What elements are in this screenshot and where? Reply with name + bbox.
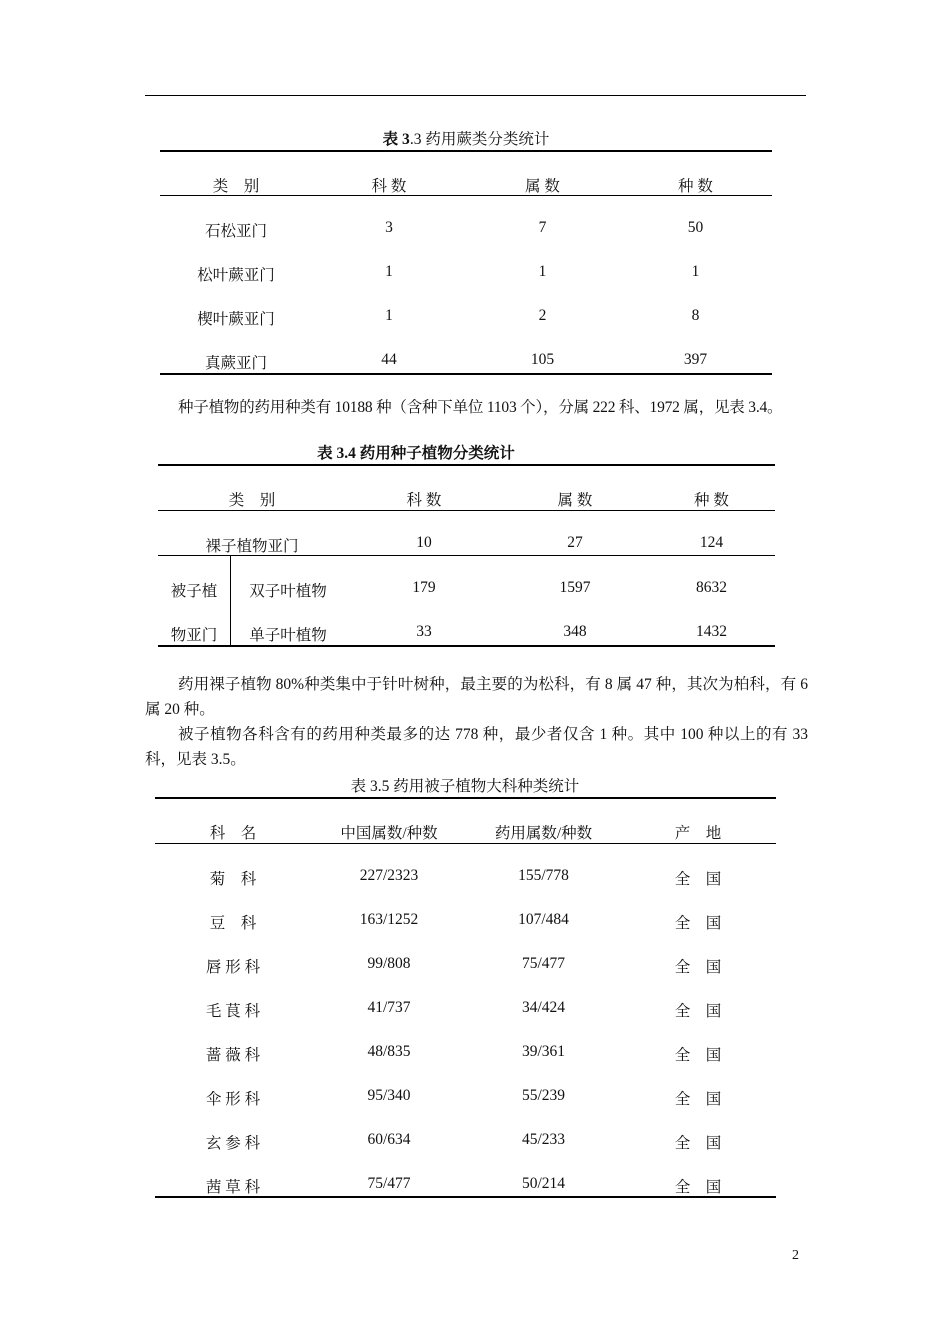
cell-medicinal-count: 50/214 — [521, 1175, 566, 1192]
table-3-3-caption-rest: .3 药用蕨类分类统计 — [409, 131, 550, 148]
cell-species: 1 — [691, 263, 700, 280]
cell-genera: 1597 — [559, 579, 591, 596]
cell-families: 10 — [416, 534, 432, 551]
cell-family: 豆 科 — [209, 915, 257, 932]
cell-distribution: 全 国 — [674, 871, 722, 888]
cell-china-count: 41/737 — [367, 999, 411, 1016]
cell-families: 44 — [381, 351, 397, 368]
cell-medicinal-count: 155/778 — [518, 867, 569, 884]
cell-medicinal-count: 39/361 — [521, 1043, 566, 1060]
angiosperm-group-label-bottom: 物亚门 — [170, 627, 218, 644]
table-3-4-bottom-rule — [158, 645, 775, 647]
table-3-5-caption: 表 3.5 药用被子植物大科种类统计 — [350, 778, 580, 795]
cell-genera: 1 — [538, 263, 547, 280]
cell-category: 石松亚门 — [204, 223, 267, 240]
cell-category: 单子叶植物 — [249, 627, 327, 644]
cell-families: 1 — [385, 307, 393, 324]
header-genus-count: 属 数 — [557, 492, 593, 509]
cell-family: 玄 参 科 — [205, 1135, 261, 1152]
cell-genera: 27 — [567, 534, 583, 551]
cell-medicinal-count: 107/484 — [518, 911, 569, 928]
cell-china-count: 163/1252 — [359, 911, 419, 928]
header-category: 类 别 — [228, 492, 276, 509]
header-species-count: 种 数 — [678, 178, 713, 195]
cell-category: 双子叶植物 — [249, 583, 327, 600]
cell-category: 楔叶蕨亚门 — [197, 311, 275, 328]
header-medicinal-genus-species: 药用属数/种数 — [494, 825, 593, 842]
cell-genera: 7 — [538, 219, 547, 236]
table-3-4-top-rule — [158, 464, 775, 466]
cell-species: 8632 — [696, 579, 727, 596]
header-distribution: 产 地 — [674, 825, 722, 842]
header-category: 类 别 — [212, 178, 260, 195]
cell-families: 3 — [385, 219, 393, 236]
header-family-count: 科 数 — [406, 492, 442, 509]
cell-distribution: 全 国 — [674, 1047, 722, 1064]
page-top-rule — [145, 95, 806, 96]
cell-families: 33 — [416, 623, 432, 640]
cell-family: 伞 形 科 — [205, 1091, 261, 1108]
cell-distribution: 全 国 — [674, 1003, 722, 1020]
cell-china-count: 75/477 — [367, 1175, 411, 1192]
cell-distribution: 全 国 — [674, 1091, 722, 1108]
table-3-3-caption-prefix: 表 3 — [382, 131, 410, 148]
header-genus-count: 属 数 — [525, 178, 560, 195]
cell-species: 8 — [691, 307, 700, 324]
header-family-name: 科 名 — [209, 825, 257, 842]
header-family-count: 科 数 — [371, 178, 407, 195]
cell-distribution: 全 国 — [674, 959, 722, 976]
cell-china-count: 48/835 — [367, 1043, 411, 1060]
cell-species: 124 — [699, 534, 724, 551]
angiosperm-group-label-top: 被子植 — [170, 583, 218, 600]
header-species-count: 种 数 — [694, 492, 729, 509]
table-3-4-gymno-rule — [158, 555, 775, 556]
cell-category: 松叶蕨亚门 — [197, 267, 275, 284]
cell-family: 蔷 薇 科 — [205, 1047, 261, 1064]
cell-family: 菊 科 — [209, 871, 257, 888]
cell-genera: 105 — [530, 351, 555, 368]
cell-genera: 348 — [563, 623, 587, 640]
paragraph-seed-plants: 种子植物的药用种类有 10188 种（含种下单位 1103 个），分属 222 科、1972 属，见表 3.4。 — [178, 399, 783, 416]
cell-families: 179 — [412, 579, 436, 596]
page-number: 2 — [792, 1248, 799, 1263]
cell-china-count: 95/340 — [367, 1087, 411, 1104]
table-3-3-top-rule — [160, 150, 772, 152]
table-3-3-caption — [160, 127, 772, 149]
cell-family: 唇 形 科 — [205, 959, 261, 976]
table-3-5-bottom-rule — [155, 1196, 776, 1198]
cell-medicinal-count: 75/477 — [521, 955, 566, 972]
cell-china-count: 60/634 — [367, 1131, 411, 1148]
cell-china-count: 99/808 — [367, 955, 411, 972]
cell-distribution: 全 国 — [674, 1135, 722, 1152]
table-3-4-header-rule — [158, 510, 775, 511]
cell-category: 真蕨亚门 — [204, 355, 267, 372]
cell-medicinal-count: 34/424 — [521, 999, 566, 1016]
table-3-5-top-rule — [155, 797, 776, 799]
cell-species: 1432 — [696, 623, 727, 640]
table-3-4-caption: 表 3.4 药用种子植物分类统计 — [317, 445, 515, 462]
table-3-5-header-rule — [155, 843, 776, 844]
cell-china-count: 227/2323 — [359, 867, 419, 884]
paragraph-angiosperm-families: 被子植物各科含有的药用种类最多的达 778 种，最少者仅含 1 种。其中 100 种以上的有 33 科，见表 3.5。 — [145, 726, 808, 768]
cell-medicinal-count: 55/239 — [521, 1087, 566, 1104]
cell-category: 裸子植物亚门 — [205, 538, 299, 555]
cell-genera: 2 — [538, 307, 547, 324]
cell-family: 茜 草 科 — [205, 1179, 261, 1196]
table-3-3-header-rule — [160, 195, 772, 196]
cell-distribution: 全 国 — [674, 915, 722, 932]
cell-family: 毛 茛 科 — [205, 1003, 261, 1020]
cell-families: 1 — [385, 263, 393, 280]
cell-species: 397 — [683, 351, 708, 368]
cell-species: 50 — [687, 219, 704, 236]
cell-medicinal-count: 45/233 — [521, 1131, 566, 1148]
paragraph-gymnosperms: 药用裸子植物 80%种类集中于针叶树种，最主要的为松科，有 8 属 47 种，其次为柏科，有 6 属 20 种。 — [145, 676, 808, 718]
cell-distribution: 全 国 — [674, 1179, 722, 1196]
header-china-genus-species: 中国属数/种数 — [340, 825, 438, 842]
table-3-3-bottom-rule — [160, 373, 772, 375]
